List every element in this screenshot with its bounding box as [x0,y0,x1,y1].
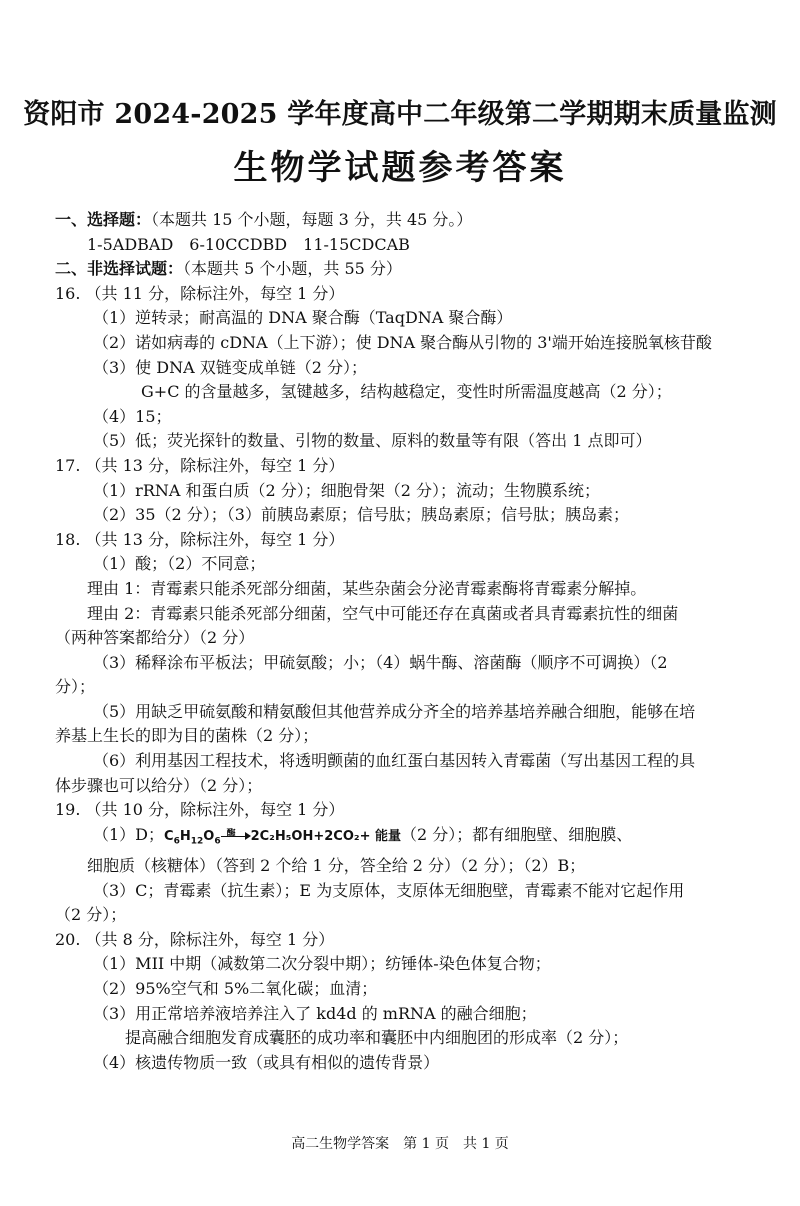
section1-note: （本题共 15 个小题，每题 3 分，共 45 分。） [151,210,473,229]
q16-header: 16. （共 11 分，除标注外，每空 1 分） [55,283,345,303]
q20-line-4: 提高融合细胞发育成囊胚的成功率和囊胚中内细胞团的形成率（2 分）； [125,1028,629,1048]
q18-line-1: （1）酸；（2）不同意； [93,554,266,574]
q16-line-5: （4）15； [93,406,172,426]
section1-heading: 一、选择题： [55,210,152,229]
page-footer: 高二生物学答案 第 1 页 共 1 页 [291,1136,509,1152]
q18-line-7: （5）用缺乏甲硫氨酸和精氨酸但其他营养成分齐全的培养基培养融合细胞，能够在培 [93,701,696,721]
section1-answers: 1-5ADBAD 6-10CCDBD 11-15CDCAB [87,234,410,254]
formula-sub-12: 12 [190,836,204,847]
q19-line-1 [55,823,755,854]
q17-line-1: （1）rRNA 和蛋白质（2 分）；细胞骨架（2 分）；流动；生物膜系统； [93,480,601,500]
q20-header: 20. （共 8 分，除标注外，每空 1 分） [55,929,335,949]
q18-line-2: 理由 1：青霉素只能杀死部分细菌，某些杂菌会分泌青霉素酶将青霉素分解掉。 [87,578,647,598]
formula-h: H [179,828,191,844]
section2-note: （本题共 5 个小题，共 55 分） [183,259,402,279]
q19-line-2: 细胞质（核糖体）（答到 2 个给 1 分，答全给 2 分）（2 分）；（2）B； [87,856,586,876]
q16-line-1: （1）逆转录；耐高温的 DNA 聚合酶（TaqDNA 聚合酶） [93,308,513,328]
q19-line-1-prefix: （1）D； [93,824,165,844]
q17-header: 17. （共 13 分，除标注外，每空 1 分） [55,455,345,475]
fermentation-equation [164,828,402,847]
section2-heading: 二、非选择试题： [55,259,184,279]
q19-header: 19. （共 10 分，除标注外，每空 1 分） [55,800,345,820]
q18-line-5: （3）稀释涂布平板法；甲硫氨酸；小；（4）蜗牛酶、溶菌酶（顺序不可调换）（2 [93,652,668,672]
q18-header: 18. （共 13 分，除标注外，每空 1 分） [55,529,345,549]
reaction-arrow-icon [221,830,251,842]
document-subtitle: 生物学试题参考答案 [233,148,567,188]
q18-line-6: 分）； [55,677,96,697]
q18-line-9: （6）利用基因工程技术，将透明颤菌的血红蛋白基因转入青霉菌（写出基因工程的具 [93,751,696,771]
q18-line-4: （两种答案都给分）（2 分） [55,628,255,648]
q19-line-4: （2 分）； [55,905,127,925]
q18-line-3: 理由 2：青霉素只能杀死部分细菌，空气中可能还存在真菌或者具青霉素抗性的细菌 [87,603,679,623]
formula-c: C [164,828,174,844]
q16-line-4: G+C 的含量越多，氢键越多，结构越稳定，变性时所需温度越高（2 分）； [141,382,672,402]
q20-line-3: （3）用正常培养液培养注入了 kd4d 的 mRNA 的融合细胞； [93,1003,537,1023]
document-title: 资阳市 2024-2025 学年度高中二年级第二学期期末质量监测 [23,99,777,130]
enzyme-label: 酶 [226,829,236,840]
answer-body [55,208,755,1075]
formula-sub-6b: 6 [214,836,221,847]
q17-line-2: （2）35（2 分）；（3）前胰岛素原；信号肽；胰岛素原；信号肽；胰岛素； [93,505,629,525]
q16-line-3: （3）使 DNA 双链变成单链（2 分）； [93,357,368,377]
formula-sub-6: 6 [173,836,180,847]
formula-products: 2C₂H₅OH+2CO₂+ 能量 [250,828,402,844]
section2-line [55,257,755,282]
q19-line-3: （3）C；青霉素（抗生素）；E 为支原体，支原体无细胞壁，青霉素不能对它起作用 [93,880,685,900]
q20-line-1: （1）MII 中期（减数第二次分裂中期）；纺锤体-染色体复合物； [93,954,551,974]
formula-o: O [203,828,215,844]
q18-line-10: 体步骤也可以给分）（2 分）； [55,775,263,795]
q20-line-2: （2）95%空气和 5%二氧化碳；血清； [93,979,378,998]
section1-line [55,208,755,233]
q20-line-5: （4）核遗传物质一致（或具有相似的遗传背景） [93,1052,440,1072]
q16-line-6: （5）低；荧光探针的数量、引物的数量、原料的数量等有限（答出 1 点即可） [93,431,652,451]
q18-line-8: 养基上生长的即为目的菌株（2 分）； [55,726,319,746]
q16-line-2: （2）诺如病毒的 cDNA（上下游）；使 DNA 聚合酶从引物的 3'端开始连接脱氧核苷酸 [93,332,712,352]
q19-line-1-suffix: （2 分）；都有细胞壁、细胞膜、 [401,824,633,844]
